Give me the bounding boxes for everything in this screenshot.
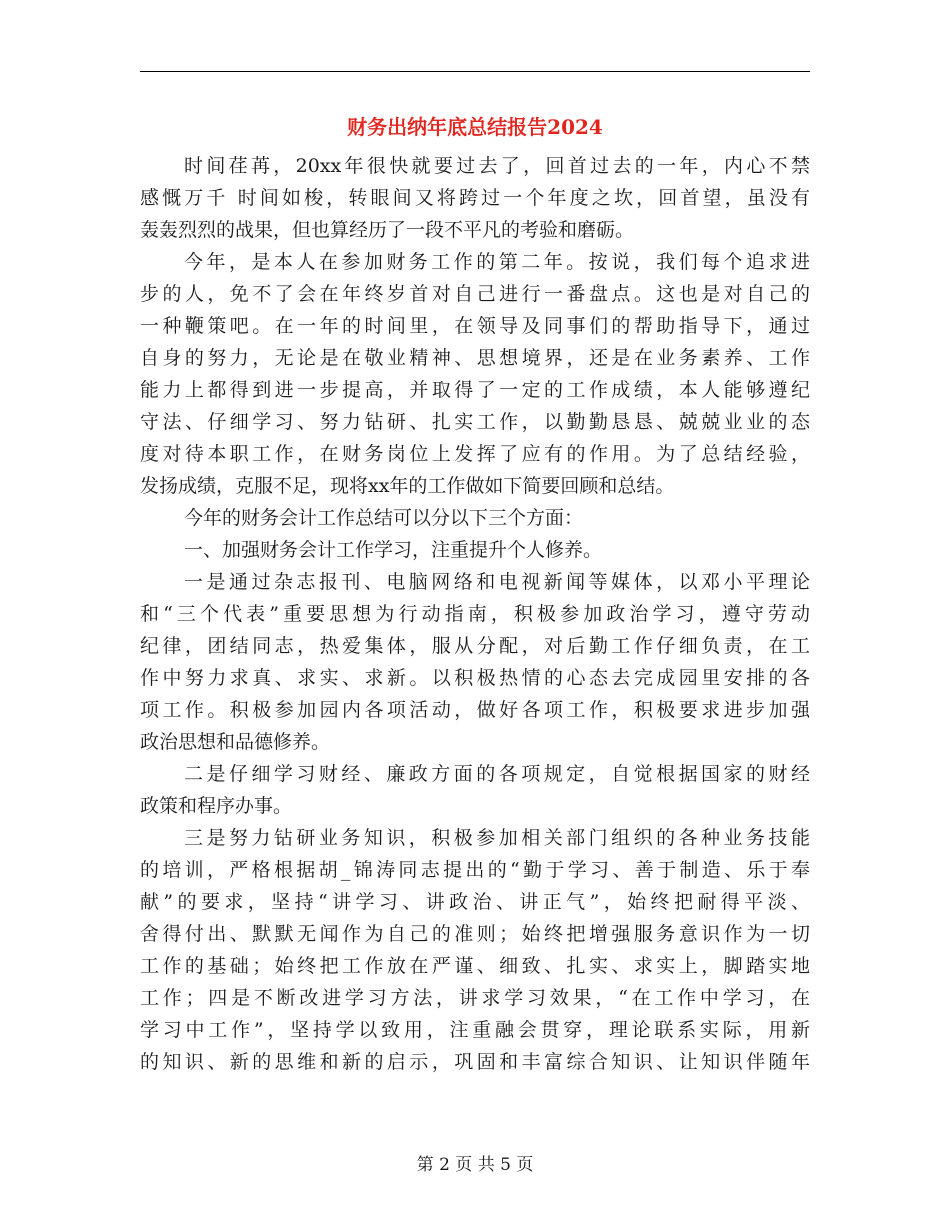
text-line: 二是仔细学习财经、廉政方面的各项规定，自觉根据国家的财经 bbox=[184, 763, 810, 785]
document-title: 财务出纳年底总结报告2024 bbox=[347, 115, 603, 139]
text-line: 和“三个代表”重要思想为行动指南，积极参加政治学习，遵守劳动 bbox=[140, 603, 810, 625]
text-line: 一种鞭策吧。在一年的时间里，在领导及同事们的帮助指导下，通过 bbox=[140, 315, 810, 337]
text-line: 项工作。积极参加园内各项活动，做好各项工作，积极要求进步加强 bbox=[140, 699, 810, 721]
footer-prefix: 第 bbox=[416, 1155, 434, 1175]
text-line: 作中努力求真、求实、求新。以积极热情的心态去完成园里安排的各 bbox=[140, 667, 810, 689]
text-line: 守法、仔细学习、努力钻研、扎实工作，以勤勤恳恳、兢兢业业的态 bbox=[140, 411, 810, 433]
document-body bbox=[140, 150, 810, 1078]
text-line: 政策和程序办事。 bbox=[140, 795, 293, 817]
text-line: 舍得付出、默默无闻作为自己的准则；始终把增强服务意识作为一切 bbox=[140, 923, 810, 945]
text-line: 步的人，免不了会在年终岁首对自己进行一番盘点。这也是对自己的 bbox=[140, 283, 810, 305]
text-line: 度对待本职工作，在财务岗位上发挥了应有的作用。为了总结经验， bbox=[140, 443, 810, 465]
text-line: 今年，是本人在参加财务工作的第二年。按说，我们每个追求进 bbox=[184, 251, 810, 273]
page-footer bbox=[140, 1153, 810, 1177]
footer-suffix: 页 bbox=[516, 1155, 534, 1175]
footer-middle: 页 共 bbox=[455, 1155, 495, 1175]
text-line: 时间荏苒，20xx年很快就要过去了，回首过去的一年，内心不禁 bbox=[184, 155, 810, 177]
text-line: 发扬成绩，克服不足，现将xx年的工作做如下简要回顾和总结。 bbox=[140, 475, 675, 497]
text-line: 工作；四是不断改进学习方法，讲求学习效果，“在工作中学习，在 bbox=[140, 987, 810, 1009]
text-line: 感慨万千 时间如梭，转眼间又将跨过一个年度之坎，回首望，虽没有 bbox=[140, 187, 810, 209]
text-line: 轰轰烈烈的战果，但也算经历了一段不平凡的考验和磨砺。 bbox=[140, 219, 635, 241]
header-rule bbox=[140, 71, 810, 72]
text-line: 的培训，严格根据胡_锦涛同志提出的“勤于学习、善于制造、乐于奉 bbox=[140, 859, 810, 881]
text-line: 学习中工作”，坚持学以致用，注重融会贯穿，理论联系实际，用新 bbox=[140, 1019, 810, 1041]
text-line: 自身的努力，无论是在敬业精神、思想境界，还是在业务素养、工作 bbox=[140, 347, 810, 369]
text-line: 一、加强财务会计工作学习，注重提升个人修养。 bbox=[184, 539, 603, 561]
footer-total-pages: 5 bbox=[500, 1155, 511, 1175]
text-line: 的知识、新的思维和新的启示，巩固和丰富综合知识、让知识伴随年 bbox=[140, 1051, 810, 1073]
text-line: 纪律，团结同志，热爱集体，服从分配，对后勤工作仔细负责，在工 bbox=[140, 635, 810, 657]
text-line: 今年的财务会计工作总结可以分以下三个方面： bbox=[184, 507, 584, 529]
text-line: 三是努力钻研业务知识，积极参加相关部门组织的各种业务技能 bbox=[184, 827, 810, 849]
text-line: 献”的要求，坚持“讲学习、讲政治、讲正气”，始终把耐得平淡、 bbox=[140, 891, 810, 913]
text-line: 政治思想和品德修养。 bbox=[140, 731, 331, 753]
footer-current-page: 2 bbox=[439, 1155, 450, 1175]
text-line: 一是通过杂志报刊、电脑网络和电视新闻等媒体，以邓小平理论 bbox=[184, 571, 810, 593]
text-line: 工作的基础；始终把工作放在严谨、细致、扎实、求实上，脚踏实地 bbox=[140, 955, 810, 977]
text-line: 能力上都得到进一步提高，并取得了一定的工作成绩，本人能够遵纪 bbox=[140, 379, 810, 401]
